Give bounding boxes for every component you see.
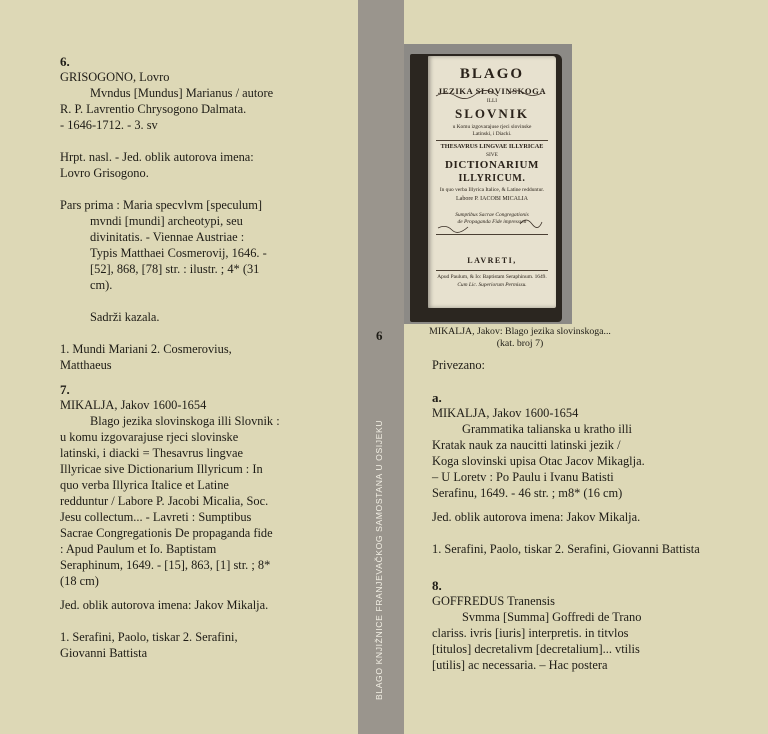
author-heading: MIKALJA, Jakov 1600-1654 — [60, 398, 207, 412]
title-line: R. P. Lavrentio Chrysogono Dalmata. — [60, 102, 247, 116]
title-line: quo verba Illyrica Italice et Latine — [60, 478, 229, 492]
page-number: 6 — [376, 328, 383, 343]
note-line: Sadrži kazala. — [90, 310, 160, 324]
title-line: Serafinu, 1649. - 46 str. ; m8* (16 cm) — [432, 486, 623, 500]
note-line: Jed. oblik autorova imena: Jakov Mikalja. — [60, 598, 269, 612]
note-line: Lovro Grisogono. — [60, 166, 149, 180]
book-title-word: THESAVRUS LINGVAE ILLYRICAE — [440, 143, 544, 150]
title-line: Svmma [Summa] Goffredi de Trano — [462, 610, 642, 624]
author-heading: GOFFREDUS Tranensis — [432, 594, 555, 608]
title-line: Grammatika talianska u kratho illi — [462, 422, 632, 436]
title-line: (18 cm) — [60, 574, 99, 588]
author-heading: GRISOGONO, Lovro — [60, 70, 170, 84]
caption-line: (kat. broj 7) — [496, 338, 544, 349]
title-line: latinski, i diacki = Thesavrus lingvae — [60, 446, 243, 460]
subject-line: 1. Serafini, Paolo, tiskar 2. Serafini, Giovanni Battista — [432, 542, 700, 556]
author-heading: MIKALJA, Jakov 1600-1654 — [432, 406, 579, 420]
book-title-word: Labore P. IACOBI MICALIA — [456, 196, 528, 202]
title-line: Kratak nauk za naucitti latinski jezik / — [432, 438, 621, 452]
subject-line: Giovanni Battista — [60, 646, 148, 660]
entry-number: a. — [432, 390, 442, 405]
title-line: Jesu collectum... - Lavreti : Sumptibus — [60, 510, 252, 524]
title-line: – U Loretv : Po Paulu i Ivanu Batisti — [432, 470, 614, 484]
title-line: Blago jezika slovinskoga illi Slovnik : — [90, 414, 280, 428]
book-title-word: JEZIKA SLOVINSKOGA — [437, 86, 547, 96]
subject-line: 1. Mundi Mariani 2. Cosmerovius, — [60, 342, 232, 356]
book-title-word: de Propaganda Fide impressum — [457, 219, 527, 225]
title-line: : Apud Paulum et Io. Baptistam — [60, 542, 217, 556]
book-title-word: In quo verba Illyrica Italice, & Latine redduntur. — [439, 187, 545, 193]
title-line: redduntur / Labore P. Jacobi Micalia, Soc. — [60, 494, 269, 508]
title-line: u komu izgovarajuse rjeci slovinske — [60, 430, 239, 444]
book-title-word: Apud Paulum, & Io: Baptistam Seraphinum. 1649. — [437, 274, 547, 280]
entry-number: 8. — [432, 578, 442, 593]
part-line: Typis Matthaei Cosmerovij, 1646. - — [90, 246, 267, 260]
running-title: BLAGO KNJIŽNICE FRANJEVAČKOG SAMOSTANA U OSIJEKU — [374, 419, 384, 700]
subject-line: Matthaeus — [60, 358, 112, 372]
entry-number: 6. — [60, 54, 70, 69]
book-title-word: LAVRETI, — [467, 256, 517, 265]
book-title-word: Sumptibus Sacrae Congregationis — [455, 212, 529, 218]
book-title-word: SIVE — [486, 152, 498, 158]
title-line: Illyricae sive Dictionarium Illyricum : In — [60, 462, 263, 476]
title-line: - 1646-1712. - 3. sv — [60, 118, 158, 132]
part-line: divinitatis. - Viennae Austriae : — [90, 230, 245, 244]
part-line: [52], 868, [78] str. : ilustr. ; 4* (31 — [90, 262, 260, 276]
book-title-word: ILLI — [486, 98, 498, 104]
book-title-word: ILLYRICUM. — [458, 173, 526, 184]
book-title-word: BLAGO — [459, 66, 525, 82]
title-line: clariss. ivris [iuris] interpretis. in titvlos — [432, 626, 629, 640]
entry-number: 7. — [60, 382, 70, 397]
title-line: [utilis] ac necessaria. – Hac postera — [432, 658, 608, 672]
note-line: Hrpt. nasl. - Jed. oblik autorova imena: — [60, 150, 254, 164]
page-gutter — [358, 0, 404, 734]
book-title-page — [428, 56, 556, 308]
title-line: Mvndus [Mundus] Marianus / autore — [90, 86, 274, 100]
part-line: cm). — [90, 278, 113, 292]
note-line: Jed. oblik autorova imena: Jakov Mikalja. — [432, 510, 641, 524]
title-line: [titulos] decretalivm [decretalium]... vtilis — [432, 642, 640, 656]
title-line: Koga slovinski upisa Otac Jacov Mikaglja. — [432, 454, 645, 468]
subject-line: 1. Serafini, Paolo, tiskar 2. Serafini, — [60, 630, 238, 644]
book-title-word: u Komu izgovarajuse rjeci slovinske — [452, 124, 532, 130]
book-title-word: SLOVNIK — [455, 106, 529, 121]
book-title-word: Latinski, i Diacki. — [472, 131, 512, 137]
section-label: Privezano: — [432, 358, 485, 372]
part-line: mvndi [mundi] archeotypi, seu — [90, 214, 243, 228]
photo-caption — [420, 326, 620, 350]
book-title-word: Cum Lic. Superiorum Permissu. — [457, 282, 527, 288]
title-line: Seraphinum, 1649. - [15], 863, [1] str. ; 8* — [60, 558, 271, 572]
book-title-word: DICTIONARIUM — [445, 159, 539, 171]
part-line: Pars prima : Maria specvlvm [speculum] — [60, 198, 262, 212]
title-line: Sacrae Congregationis De propaganda fide — [60, 526, 273, 540]
book-photograph — [404, 44, 572, 324]
handwritten-inscription — [428, 56, 556, 308]
caption-line: MIKALJA, Jakov: Blago jezika slovinskoga... — [429, 326, 611, 337]
